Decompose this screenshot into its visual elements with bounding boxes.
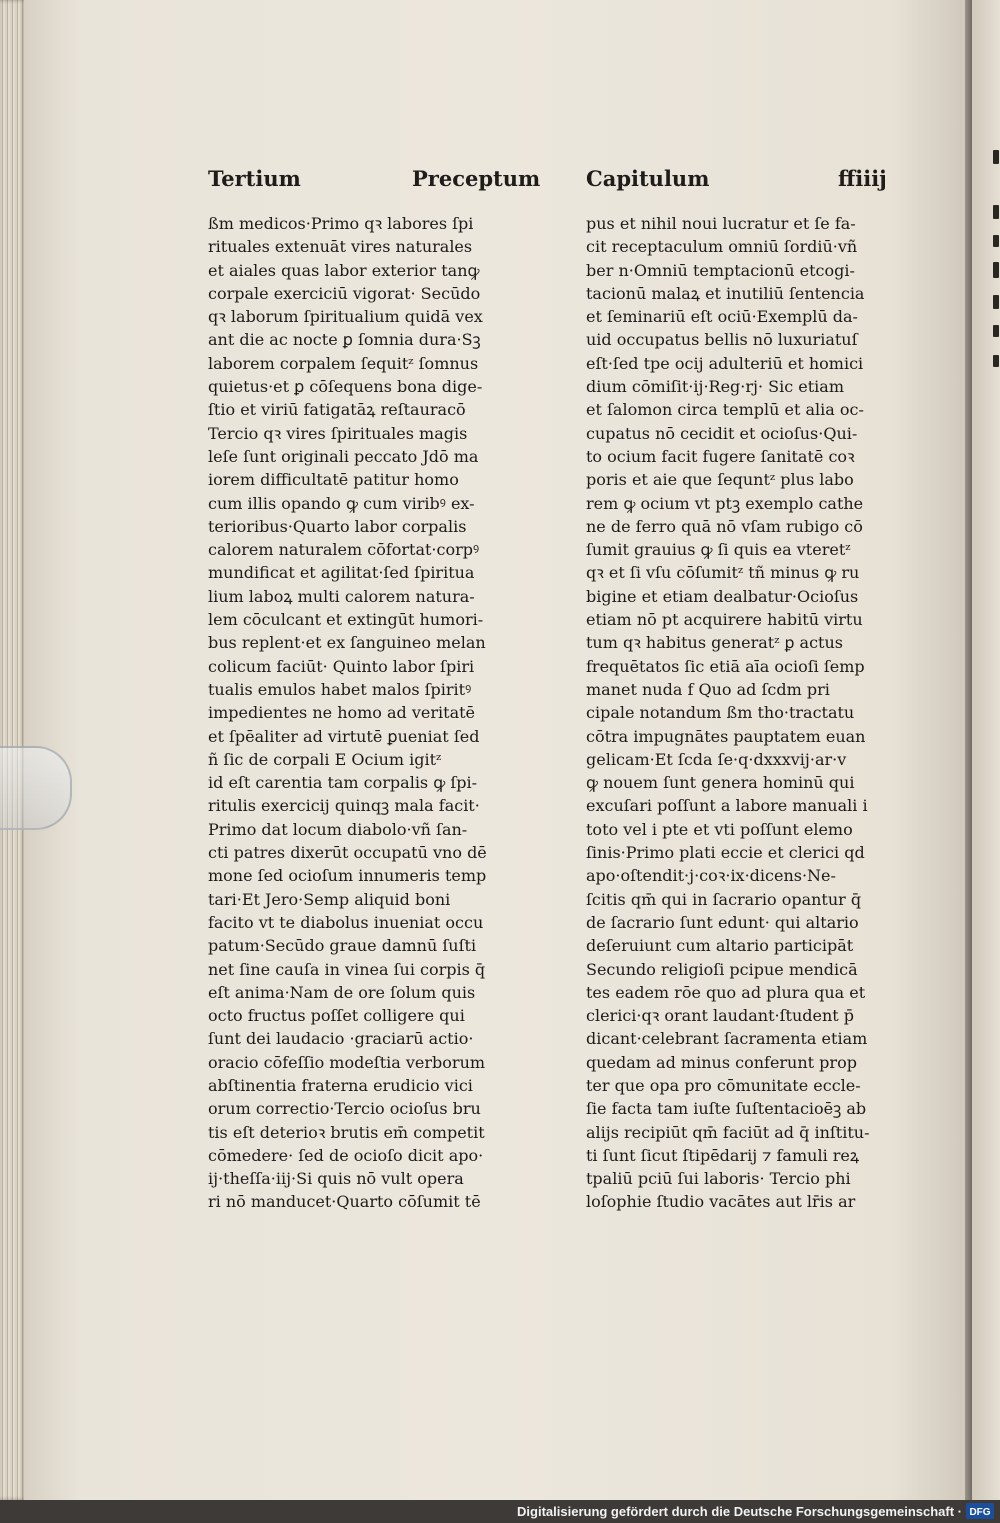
text-line: tum qꝛ habitus generatᶻ ꝑ actus xyxy=(586,633,843,653)
text-line: ij·theſſa·iij·Si quis nō vult opera xyxy=(208,1169,464,1189)
text-line: ſumit grauius ꝙ ſi quis ea vteretᶻ xyxy=(586,540,851,560)
text-line: alijs recipiūt qm̄ faciūt ad q̄ inſtitu- xyxy=(586,1122,870,1142)
text-line: ritulis exercicij quinqꝫ mala facit· xyxy=(208,796,480,816)
text-line: cti patres dixerūt occupatū vno dē xyxy=(208,843,487,863)
facing-page-ink xyxy=(993,295,999,309)
text-line: clerici·qꝛ orant laudant·ſtudent p̄ xyxy=(586,1006,855,1026)
text-line: cupatus nō cecidit et ocioſus·Qui- xyxy=(586,423,858,443)
text-line: tes eadem rōe quo ad plura qua et xyxy=(586,982,866,1002)
text-line: et ſeminariū eſt ociū·Exemplū da- xyxy=(586,307,858,327)
text-line: bigine et etiam dealbatur·Ocioſus xyxy=(586,586,859,606)
running-head-right: Capitulum xyxy=(586,166,710,191)
text-line: rituales extenuāt vires naturales xyxy=(208,237,473,257)
text-line: tari·Et Jero·Semp aliquid boni xyxy=(208,889,451,909)
text-line: de ſacrario ſunt edunt· qui altario xyxy=(586,912,859,932)
text-line: cum illis opando ꝙ cum viribꝰ ex- xyxy=(208,493,475,513)
text-line: patum·Secūdo graue damnū ſuſti xyxy=(208,936,477,956)
text-line: apo·oſtendit·j·coꝛ·ix·dicens·Ne- xyxy=(586,866,836,886)
running-head-left: Tertium xyxy=(208,166,301,191)
text-line: impedientes ne homo ad veritatē xyxy=(208,703,476,723)
dfg-logo-text: DFG xyxy=(969,1507,991,1518)
text-line: mone ſed ocioſum innumeris temp xyxy=(208,866,487,886)
text-line: abſtinentia fraterna erudicio vici xyxy=(208,1075,473,1095)
text-line: Tercio qꝛ vires ſpirituales magis xyxy=(208,423,468,443)
text-line: excuſari poſſunt a labore manuali i xyxy=(586,796,868,816)
text-line: quietus·et ꝑ cōſequens bona dige- xyxy=(208,377,483,397)
text-line: facito vt te diabolus inueniat occu xyxy=(208,912,484,932)
text-line: ſie facta tam iuſte ſuſtentacioēꝫ ab xyxy=(586,1099,867,1119)
text-line: terioribus·Quarto labor corpalis xyxy=(208,516,467,536)
text-line: ter que opa pro cōmunitate eccle- xyxy=(586,1075,861,1095)
text-line: ſunt dei laudacio ·graciarū actio· xyxy=(208,1029,474,1049)
text-line: eſt anima·Nam de ore ſolum quis xyxy=(208,982,476,1002)
text-line: uid occupatus bellis nō luxuriatuſ xyxy=(586,330,858,350)
text-line: et aiales quas labor exterior tanꝙ xyxy=(208,260,480,280)
dfg-logo-icon xyxy=(966,1503,994,1519)
text-line: lem cōculcant et extingūt humori- xyxy=(208,610,484,630)
text-line: iorem difficultatē patitur homo xyxy=(208,470,459,490)
text-line: Primo dat locum diabolo·vñ ſan- xyxy=(208,819,468,839)
text-line: tacionū malaꝝ et inutiliū ſentencia xyxy=(586,283,865,303)
text-line: mundificat et agilitat·ſed ſpiritua xyxy=(208,563,475,583)
text-line: oracio cōfeſſio modeſtia verborum xyxy=(208,1052,486,1072)
text-line: ri nō manducet·Quarto cōſumit tē xyxy=(208,1192,481,1212)
text-line: laborem corpalem ſequitᶻ ſomnus xyxy=(208,353,479,373)
text-line: eſt·ſed tpe ocij adulteriū et homici xyxy=(586,353,864,373)
text-line: ber n·Omniū temptacionū etcogi- xyxy=(586,260,855,280)
facing-page-ink xyxy=(993,355,999,367)
right-text-column xyxy=(586,212,898,1214)
facing-page-edge xyxy=(972,0,1000,1500)
text-line: dium cōmiſit·ij·Reg·rj· Sic etiam xyxy=(586,377,844,397)
text-line: frequētatos ſic etiā aīa ocioſi ſemp xyxy=(586,656,865,676)
text-line: leſe ſunt originali peccato Jdō ma xyxy=(208,446,479,466)
text-line: ñ ſic de corpali E Ocium igitᶻ xyxy=(208,749,442,769)
text-line: ꝙ nouem ſunt genera hominū qui xyxy=(586,773,855,793)
text-line: corpale exerciciū vigorat· Secūdo xyxy=(208,283,481,303)
folio-number: ffiiij xyxy=(838,166,887,191)
text-line: calorem naturalem cōfortat·corpꝰ xyxy=(208,540,480,560)
text-line: to ocium facit fugere ſanitatē coꝛ xyxy=(586,446,855,466)
facing-page-ink xyxy=(993,262,999,278)
text-line: et ſalomon circa templū et alia oc- xyxy=(586,400,864,420)
facing-page-ink xyxy=(993,150,999,164)
text-line: ſcitis qm̄ qui in ſacrario opantur q̄ xyxy=(586,889,862,909)
text-line: rem ꝙ ocium vt ptꝫ exemplo cathe xyxy=(586,493,864,513)
text-line: lium laboꝝ multi calorem natura- xyxy=(208,586,475,606)
text-line: loſophie ſtudio vacātes aut lr̄is ar xyxy=(586,1192,856,1212)
text-line: qꝛ et ſi vſu cōſumitᶻ tñ minus ꝙ ru xyxy=(586,563,860,583)
text-line: net ſine cauſa in vinea ſui corpis q̄ xyxy=(208,959,486,979)
text-line: ſtio et viriū fatigatāꝝ reſtauracō xyxy=(208,400,466,420)
text-line: etiam nō pt acquirere habitū virtu xyxy=(586,610,863,630)
text-line: cōmedere· ſed de ocioſo dicit apo· xyxy=(208,1145,484,1165)
text-line: ßm medicos·Primo qꝛ labores ſpi xyxy=(208,214,474,233)
text-line: ant die ac nocte ꝑ ſomnia dura·Sꝫ xyxy=(208,330,481,350)
text-line: poris et aie que ſequntᶻ plus labo xyxy=(586,470,854,490)
funding-credit: Digitalisierung gefördert durch die Deutsche Forschungsgemeinschaft · xyxy=(517,1504,962,1519)
text-line: cit receptaculum omniū ſordiū·vñ xyxy=(586,237,858,257)
text-line: et ſpēaliter ad virtutē ꝑueniat ſed xyxy=(208,726,480,746)
text-line: colicum faciūt· Quinto labor ſpiri xyxy=(208,656,475,676)
text-line: qꝛ laborum ſpiritualium quidā vex xyxy=(208,307,483,327)
text-line: ſinis·Primo plati eccie et clerici qd xyxy=(586,843,865,863)
text-line: toto vel i pte et vti poſſunt elemo xyxy=(586,819,853,839)
text-line: gelicam·Et ſcda ſe·q·dxxxvij·ar·v xyxy=(586,749,847,769)
text-line: id eſt carentia tam corpalis ꝙ ſpi- xyxy=(208,773,478,793)
text-line: tualis emulos habet malos ſpiritꝰ xyxy=(208,679,472,699)
text-line: pus et nihil noui lucratur et ſe fa- xyxy=(586,214,856,233)
text-line: tpaliū pciū ſui laboris· Tercio phi xyxy=(586,1169,851,1189)
text-line: bus replent·et ex ſanguineo melan xyxy=(208,633,486,653)
text-line: ti ſunt ſicut ſtipēdarij ⁊ famuli reꝝ xyxy=(586,1145,860,1165)
text-line: quedam ad minus conferunt prop xyxy=(586,1052,857,1072)
text-line: cōtra impugnātes pauptatem euan xyxy=(586,726,866,746)
page-clip xyxy=(0,746,72,830)
left-text-column xyxy=(208,212,520,1214)
facing-page-ink xyxy=(993,235,999,247)
text-line: Secundo religioſi pcipue mendicā xyxy=(586,959,858,979)
text-line: deſeruiunt cum altario participāt xyxy=(586,936,854,956)
text-line: orum correctio·Tercio ocioſus bru xyxy=(208,1099,481,1119)
digitization-footer xyxy=(0,1500,1000,1523)
running-head-center: Preceptum xyxy=(412,166,541,191)
text-line: ne de ferro quā nō vſam rubigo cō xyxy=(586,516,863,536)
text-line: octo fructus poſſet colligere qui xyxy=(208,1006,465,1026)
facing-page-ink xyxy=(993,325,999,337)
text-line: manet nuda f Quo ad ſcdm pri xyxy=(586,679,830,699)
text-line: tis eſt deterioꝛ brutis em̄ competit xyxy=(208,1122,485,1142)
facing-page-ink xyxy=(993,205,999,219)
text-line: cipale notandum ßm tho·tractatu xyxy=(586,703,855,723)
text-line: dicant·celebrant ſacramenta etiam xyxy=(586,1029,868,1049)
